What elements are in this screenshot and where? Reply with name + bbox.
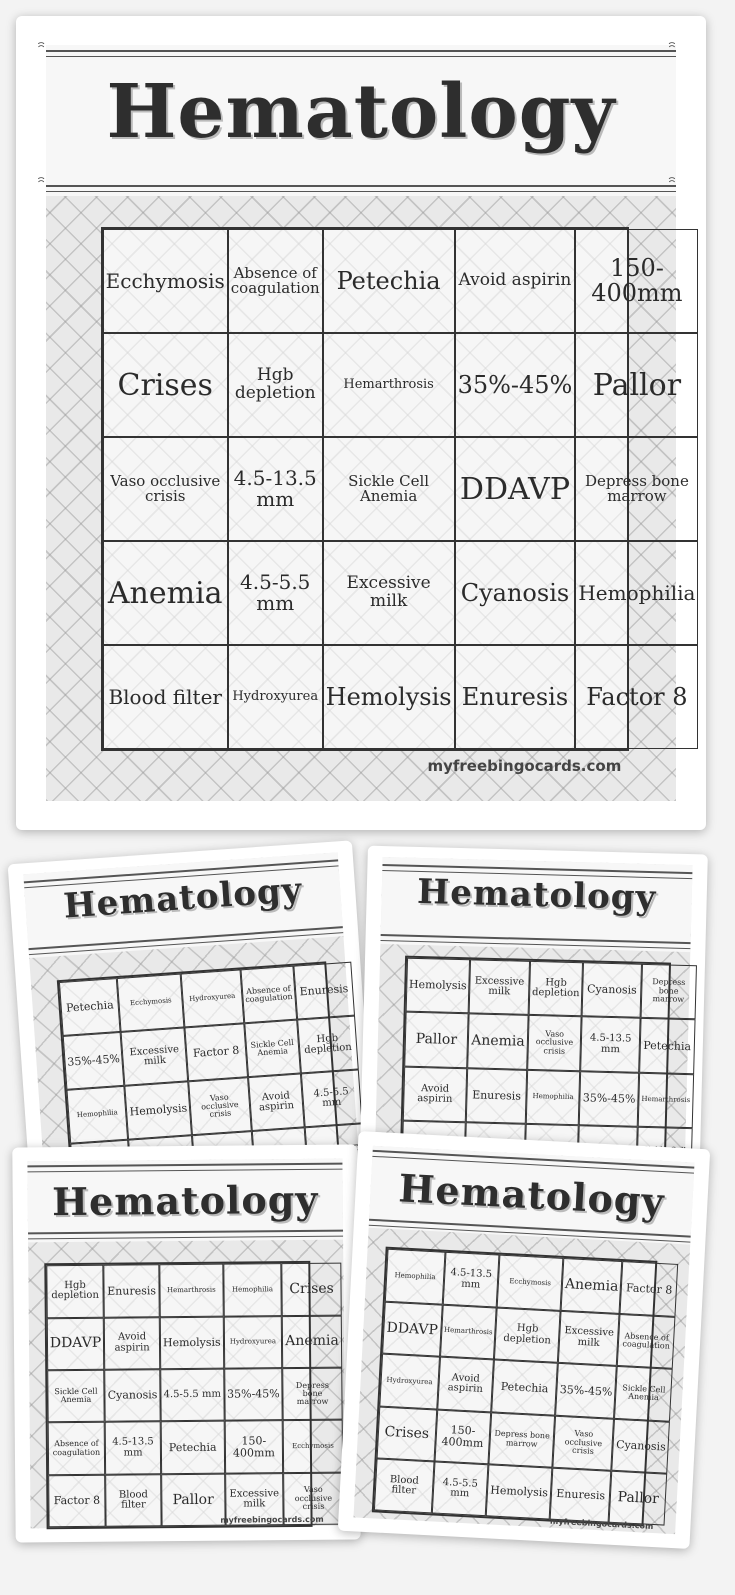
bingo-cell: Blood filter (105, 1474, 161, 1527)
bingo-cell: Absence of coagulation (228, 229, 323, 333)
bingo-cell: Depress bone marrow (283, 1368, 343, 1421)
bingo-cell: 4.5-13.5 mm (442, 1252, 499, 1307)
card-background (375, 857, 693, 1154)
preview-card-3 (12, 1145, 360, 1543)
bingo-cell: Hemolysis (125, 1081, 192, 1139)
bingo-cell: Hgb depletion (297, 1016, 358, 1074)
bingo-cell: Sickle Cell Anemia (47, 1370, 105, 1423)
bingo-cell: Depress bone marrow (575, 437, 698, 541)
bingo-cell: Pallor (404, 1012, 469, 1068)
site-watermark: myfreebingocards.com (427, 756, 622, 775)
bingo-cell: Hemophilia (223, 1263, 282, 1316)
bingo-cell: Cyanosis (612, 1418, 670, 1473)
bingo-cell: Factor 8 (575, 645, 698, 749)
bingo-cell: Absence of coagulation (240, 966, 297, 1024)
bingo-cell: Petechia (491, 1360, 557, 1416)
ornament-rule (46, 50, 677, 57)
card-title: Hematology (397, 1165, 666, 1225)
main-bingo-card (16, 16, 706, 830)
bingo-cell: Blood filter (374, 1458, 434, 1513)
card-background (27, 1159, 346, 1528)
bingo-cell: Hgb depletion (228, 333, 323, 437)
card-background (46, 45, 696, 800)
card-title: Hematology (416, 871, 657, 918)
bingo-cell: Sickle Cell Anemia (323, 437, 455, 541)
bingo-cell: Enuresis (293, 962, 354, 1020)
bingo-cell: Enuresis (104, 1264, 160, 1317)
bingo-cell: Hydroxyurea (181, 970, 244, 1028)
bingo-cell: 35%-45% (63, 1032, 125, 1090)
bingo-cell: 4.5-5.5 mm (228, 541, 323, 645)
bingo-cell: Hemophilia (385, 1249, 445, 1304)
bingo-cell: 4.5-5.5 mm (301, 1070, 362, 1128)
bingo-cell: Cyanosis (104, 1369, 160, 1422)
bingo-cell: Hemarthrosis (440, 1304, 497, 1359)
bingo-cell: DDAVP (47, 1317, 105, 1370)
ornament-rule (28, 1230, 343, 1240)
bingo-cell: Pallor (161, 1473, 225, 1526)
bingo-cell: Vaso occlusive crisis (103, 437, 228, 541)
bingo-cell: Hemolysis (405, 957, 470, 1013)
bingo-cell: Hemarthrosis (638, 1073, 694, 1129)
bingo-cell: 4.5-13.5 mm (105, 1422, 161, 1475)
bingo-cell: Hemolysis (323, 645, 455, 749)
bingo-cell: Hemophilia (526, 1070, 581, 1126)
ornament-rule (27, 1163, 342, 1173)
bingo-cell: Enuresis (550, 1468, 612, 1523)
card-title: Hematology (106, 69, 616, 156)
bingo-cell: Hemolysis (486, 1464, 552, 1520)
bingo-cell: Ecchymosis (117, 974, 184, 1032)
bingo-cell: 35%-45% (224, 1368, 283, 1421)
bingo-cell: 4.5-5.5 mm (431, 1461, 488, 1516)
bingo-grid (101, 227, 696, 751)
bingo-cell: Depress bone marrow (641, 964, 697, 1020)
bingo-cell: Hgb depletion (494, 1307, 560, 1363)
bingo-cell: Hemarthrosis (323, 333, 455, 437)
bingo-cell: Anemia (103, 541, 228, 645)
bingo-cell: Hemophilia (66, 1086, 128, 1144)
bingo-cell: 35%-45% (555, 1363, 617, 1418)
bingo-cell: Avoid aspirin (248, 1074, 305, 1132)
bingo-cell: Ecchymosis (103, 229, 228, 333)
bingo-cell: Depress bone marrow (489, 1412, 555, 1468)
bingo-cell: Excessive milk (323, 541, 455, 645)
bingo-cell: DDAVP (382, 1301, 442, 1356)
title-banner (380, 857, 693, 952)
bingo-cell: Crises (282, 1263, 342, 1316)
bingo-cell: Absence of coagulation (617, 1314, 675, 1369)
site-watermark: myfreebingocards.com (549, 1516, 654, 1531)
card-background (354, 1146, 695, 1534)
bingo-grid (44, 1261, 339, 1529)
bingo-cell: Petechia (161, 1421, 225, 1474)
bingo-cell: Anemia (468, 1014, 529, 1070)
bingo-cell: Hgb depletion (46, 1265, 104, 1318)
bingo-cell: Ecchymosis (497, 1255, 563, 1311)
ornament-rule (380, 934, 691, 949)
bingo-cell: Petechia (323, 229, 455, 333)
title-banner (369, 1146, 695, 1244)
bingo-cell: 150-400mm (224, 1421, 283, 1474)
bingo-cell: Pallor (575, 333, 698, 437)
bingo-cell: Factor 8 (48, 1475, 106, 1528)
bingo-cell: Hemolysis (160, 1316, 224, 1369)
bingo-cell: Avoid aspirin (104, 1317, 160, 1370)
bingo-cell: 4.5-5.5 mm (160, 1369, 224, 1422)
bingo-cell: Sickle Cell Anemia (244, 1020, 301, 1078)
bingo-cell: Excessive milk (121, 1028, 188, 1086)
bingo-cell: Sickle Cell Anemia (614, 1366, 672, 1421)
bingo-cell: Crises (377, 1406, 437, 1461)
bingo-cell: Pallor (609, 1471, 667, 1526)
bingo-cell: Excessive milk (225, 1473, 284, 1526)
bingo-cell: Anemia (561, 1258, 623, 1313)
bingo-cell: 35%-45% (455, 333, 576, 437)
bingo-cell: Enuresis (455, 645, 576, 749)
bingo-cell: Avoid aspirin (402, 1066, 467, 1122)
bingo-cell: 150-400mm (575, 229, 698, 333)
bingo-cell: Hydroxyurea (228, 645, 323, 749)
bingo-cell: 35%-45% (579, 1071, 639, 1127)
bingo-cell: Vaso occlusive crisis (188, 1077, 251, 1135)
bingo-cell: 150-400mm (434, 1409, 491, 1464)
ornament-rule (46, 185, 677, 192)
bingo-cell: Petechia (639, 1018, 695, 1074)
title-banner (46, 45, 677, 196)
title-banner (23, 853, 343, 958)
bingo-cell: Anemia (282, 1315, 342, 1368)
ornament-rule (28, 926, 343, 955)
bingo-grid (372, 1247, 673, 1527)
bingo-cell: Excessive milk (469, 959, 530, 1015)
bingo-cell: Crises (103, 333, 228, 437)
bingo-cell: Vaso occlusive crisis (283, 1472, 343, 1525)
bingo-cell: Absence of coagulation (48, 1422, 106, 1475)
bingo-cell: Vaso occlusive crisis (527, 1015, 582, 1071)
card-title: Hematology (62, 870, 304, 927)
bingo-cell: Enuresis (466, 1068, 527, 1124)
bingo-cell: DDAVP (455, 437, 576, 541)
bingo-cell: Excessive milk (558, 1311, 620, 1366)
bingo-cell: Cyanosis (455, 541, 576, 645)
bingo-cell: Avoid aspirin (437, 1357, 494, 1412)
bingo-cell: 4.5-13.5 mm (581, 1017, 641, 1073)
bingo-cell: Petechia (59, 978, 121, 1036)
bingo-cell: Hemarthrosis (159, 1264, 223, 1317)
bingo-cell: Hemophilia (575, 541, 698, 645)
card-background (23, 853, 358, 1173)
bingo-cell: Factor 8 (185, 1023, 248, 1081)
bingo-cell: 4.5-13.5 mm (228, 437, 323, 541)
bingo-cell: Factor 8 (620, 1261, 678, 1316)
bingo-cell: Hydroxyurea (379, 1354, 439, 1409)
bingo-cell: Cyanosis (582, 962, 642, 1018)
preview-card-4 (338, 1131, 710, 1549)
bingo-cell: Blood filter (103, 645, 228, 749)
preview-card-1 (8, 840, 374, 1173)
title-banner (27, 1159, 343, 1242)
bingo-cell: Avoid aspirin (455, 229, 576, 333)
bingo-cell: Vaso occlusive crisis (552, 1415, 614, 1470)
site-watermark: myfreebingocards.com (220, 1514, 324, 1525)
bingo-cell: Hydroxyurea (223, 1316, 282, 1369)
card-title: Hematology (51, 1176, 319, 1225)
bingo-cell: Ecchymosis (283, 1420, 343, 1473)
bingo-cell: Hgb depletion (528, 961, 583, 1017)
preview-card-2 (360, 846, 708, 1155)
